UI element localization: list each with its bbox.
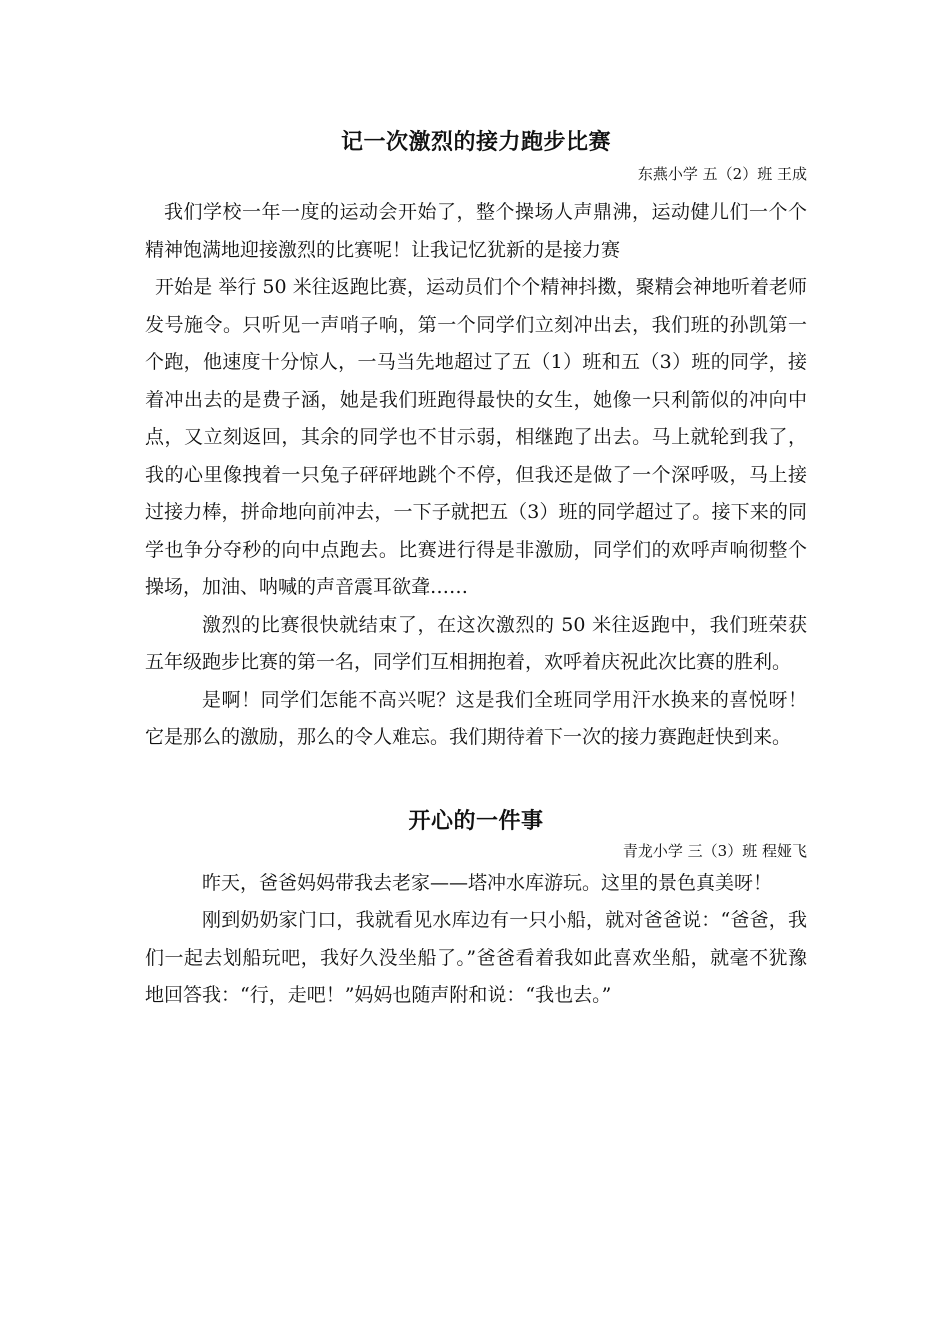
article-paragraph: 昨天，爸爸妈妈带我去老家——塔冲水库游玩。这里的景色真美呀！ [202, 871, 773, 894]
article-title: 记一次激烈的接力跑步比赛 [340, 130, 611, 155]
article-byline: 青龙小学 三（3）班 程娅飞 [622, 841, 807, 860]
document-page [145, 128, 807, 1015]
article-paragraph: 激烈的比赛很快就结束了，在这次激烈的 50 米往返跑中，我们班荣获五年级跑步比赛的第一名，同学们互相拥抱着，欢呼着庆祝此次比赛的胜利。 [145, 613, 807, 673]
article-paragraph: 开始是 举行 50 米往返跑比赛，运动员们个个精神抖擞，聚精会神地听着老师发号施令。只听见一声哨子响，第一个同学们立刻冲出去，我们班的孙凯第一个跑，他速度十分惊人，一马当先地超过了五（1）班和五（3）班的同学，接着冲出去的是费子涵，她是我们班跑得最快的女生，她像一只利箭似的冲向中点，又立刻返回，其余的同学也不甘示弱，相继跑了出去。马上就轮到我了，我的心里像拽着一只兔子砰砰地跳个不停，但我还是做了一个深呼吸，马上接过接力棒，拼命地向前冲去，一下子就把五（3）班的同学超过了。接下来的同学也争分夺秒的向中点跑去。比赛进行得是非激励，同学们的欢呼声响彻整个操场，加油、呐喊的声音震耳欲聋…… [145, 276, 807, 598]
section-spacer [145, 757, 807, 807]
article-paragraph: 我们学校一年一度的运动会开始了，整个操场人声鼎沸，运动健儿们一个个精神饱满地迎接激烈的比赛呢！让我记忆犹新的是接力赛 [145, 201, 807, 261]
article-paragraph: 刚到奶奶家门口，我就看见水库边有一只小船，就对爸爸说：“爸爸，我们一起去划船玩吧，我好久没坐船了。”爸爸看着我如此喜欢坐船，就毫不犹豫地回答我：“行，走吧！”妈妈也随声附和说：“我也去。” [145, 909, 807, 1006]
article-byline: 东燕小学 五（2）班 王成 [637, 165, 807, 183]
article-title: 开心的一件事 [408, 808, 544, 834]
article-paragraph: 是啊！同学们怎能不高兴呢？这是我们全班同学用汗水换来的喜悦呀！它是那么的激励，那么的令人难忘。我们期待着下一次的接力赛跑赶快到来。 [145, 688, 807, 748]
